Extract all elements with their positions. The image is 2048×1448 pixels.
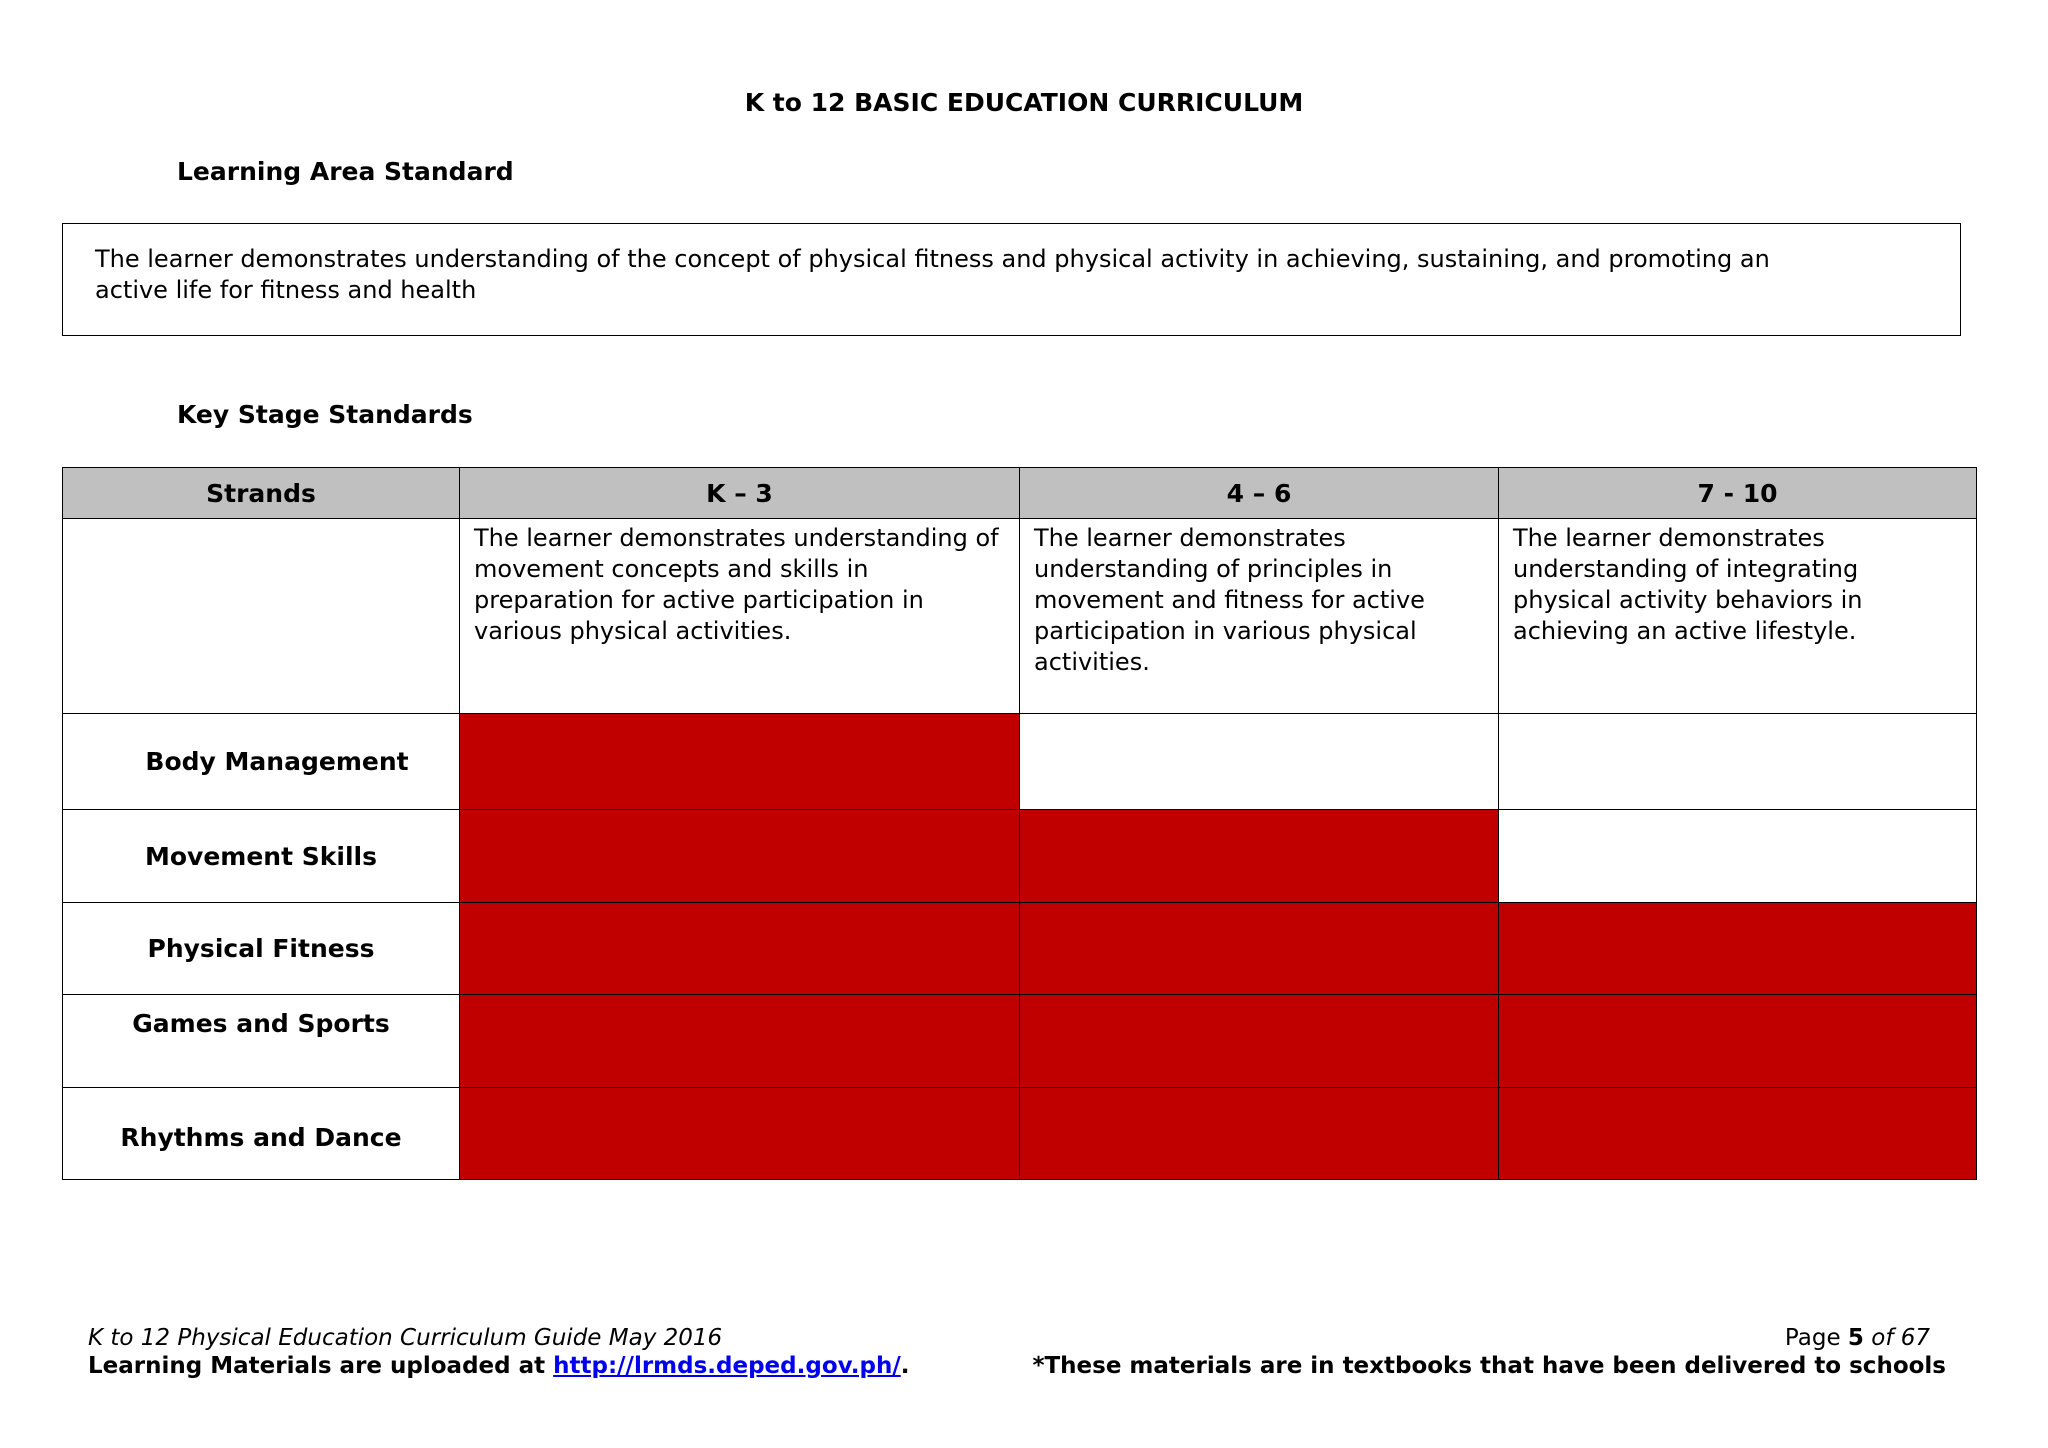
- description-grades-7-10-cell: [1499, 519, 1977, 714]
- description-grades-4-6: The learner demonstrates understanding of principles in movement and fitness for active participation in various physical activities.: [1034, 524, 1425, 676]
- coverage-cell: [1499, 1088, 1977, 1180]
- footer-right: [1032, 1324, 1946, 1380]
- header-k3: K – 3: [460, 468, 1020, 519]
- coverage-cell: [1020, 903, 1499, 995]
- footer-page-indicator: [1032, 1324, 1946, 1352]
- coverage-cell: [460, 995, 1020, 1088]
- strand-row-games-and-sports: [63, 995, 1977, 1088]
- strand-row-movement-skills: [63, 810, 1977, 903]
- footer-page-label: Page: [1784, 1325, 1848, 1351]
- footer-uploaded-prefix: Learning Materials are uploaded at: [88, 1353, 554, 1379]
- coverage-cell: [460, 1088, 1020, 1180]
- learning-area-standard-heading: Learning Area Standard: [177, 157, 514, 186]
- coverage-cell: [1499, 995, 1977, 1088]
- strand-label: Movement Skills: [63, 810, 460, 903]
- footer-left: [88, 1324, 909, 1380]
- footer-lrmds-link[interactable]: http://lrmds.deped.gov.ph/: [553, 1353, 901, 1379]
- strand-label: Games and Sports: [63, 995, 460, 1088]
- coverage-cell: [1020, 1088, 1499, 1180]
- coverage-cell: [460, 903, 1020, 995]
- description-grades-7-10: The learner demonstrates understanding of integrating physical activity behaviors in achieving an active lifestyle.: [1513, 524, 1863, 645]
- description-grades-4-6-cell: [1020, 519, 1499, 714]
- coverage-cell: [460, 714, 1020, 810]
- strand-row-rhythms-and-dance: [63, 1088, 1977, 1180]
- description-k3: The learner demonstrates understanding of movement concepts and skills in preparation for active participation in various physical activities.: [474, 524, 999, 645]
- strand-row-physical-fitness: [63, 903, 1977, 995]
- description-row: [63, 519, 1977, 714]
- learning-area-standard-box: [62, 223, 1961, 336]
- coverage-cell: [1499, 714, 1977, 810]
- strand-label: Rhythms and Dance: [63, 1088, 460, 1180]
- description-strands-empty: [63, 519, 460, 714]
- strand-label: Physical Fitness: [63, 903, 460, 995]
- table-header-row: [63, 468, 1977, 519]
- coverage-cell: [1499, 903, 1977, 995]
- description-k3-cell: [460, 519, 1020, 714]
- document-title: K to 12 BASIC EDUCATION CURRICULUM: [744, 88, 1304, 117]
- strand-row-body-management: [63, 714, 1977, 810]
- footer-guide-title: K to 12 Physical Education Curriculum Guide May 2016: [88, 1325, 723, 1351]
- footer-page-total: of 67: [1863, 1325, 1930, 1351]
- coverage-cell: [460, 810, 1020, 903]
- header-grades-7-10: 7 - 10: [1499, 468, 1977, 519]
- header-strands: Strands: [63, 468, 460, 519]
- coverage-cell: [1020, 995, 1499, 1088]
- coverage-cell: [1499, 810, 1977, 903]
- strand-label: Body Management: [63, 714, 460, 810]
- footer-uploaded-line: [88, 1352, 909, 1380]
- coverage-cell: [1020, 810, 1499, 903]
- footer-textbook-note: *These materials are in textbooks that have been delivered to schools: [1032, 1353, 1946, 1379]
- header-grades-4-6: 4 – 6: [1020, 468, 1499, 519]
- key-stage-standards-table: [62, 467, 1977, 1180]
- learning-area-standard-text: The learner demonstrates understanding of the concept of physical fitness and physical activity in achieving, sustaining, and promoting an active life for fitness and health: [95, 245, 1770, 304]
- footer-page-number: 5: [1847, 1325, 1864, 1351]
- coverage-cell: [1020, 714, 1499, 810]
- footer-uploaded-suffix: .: [900, 1353, 910, 1379]
- key-stage-standards-heading: Key Stage Standards: [177, 400, 473, 429]
